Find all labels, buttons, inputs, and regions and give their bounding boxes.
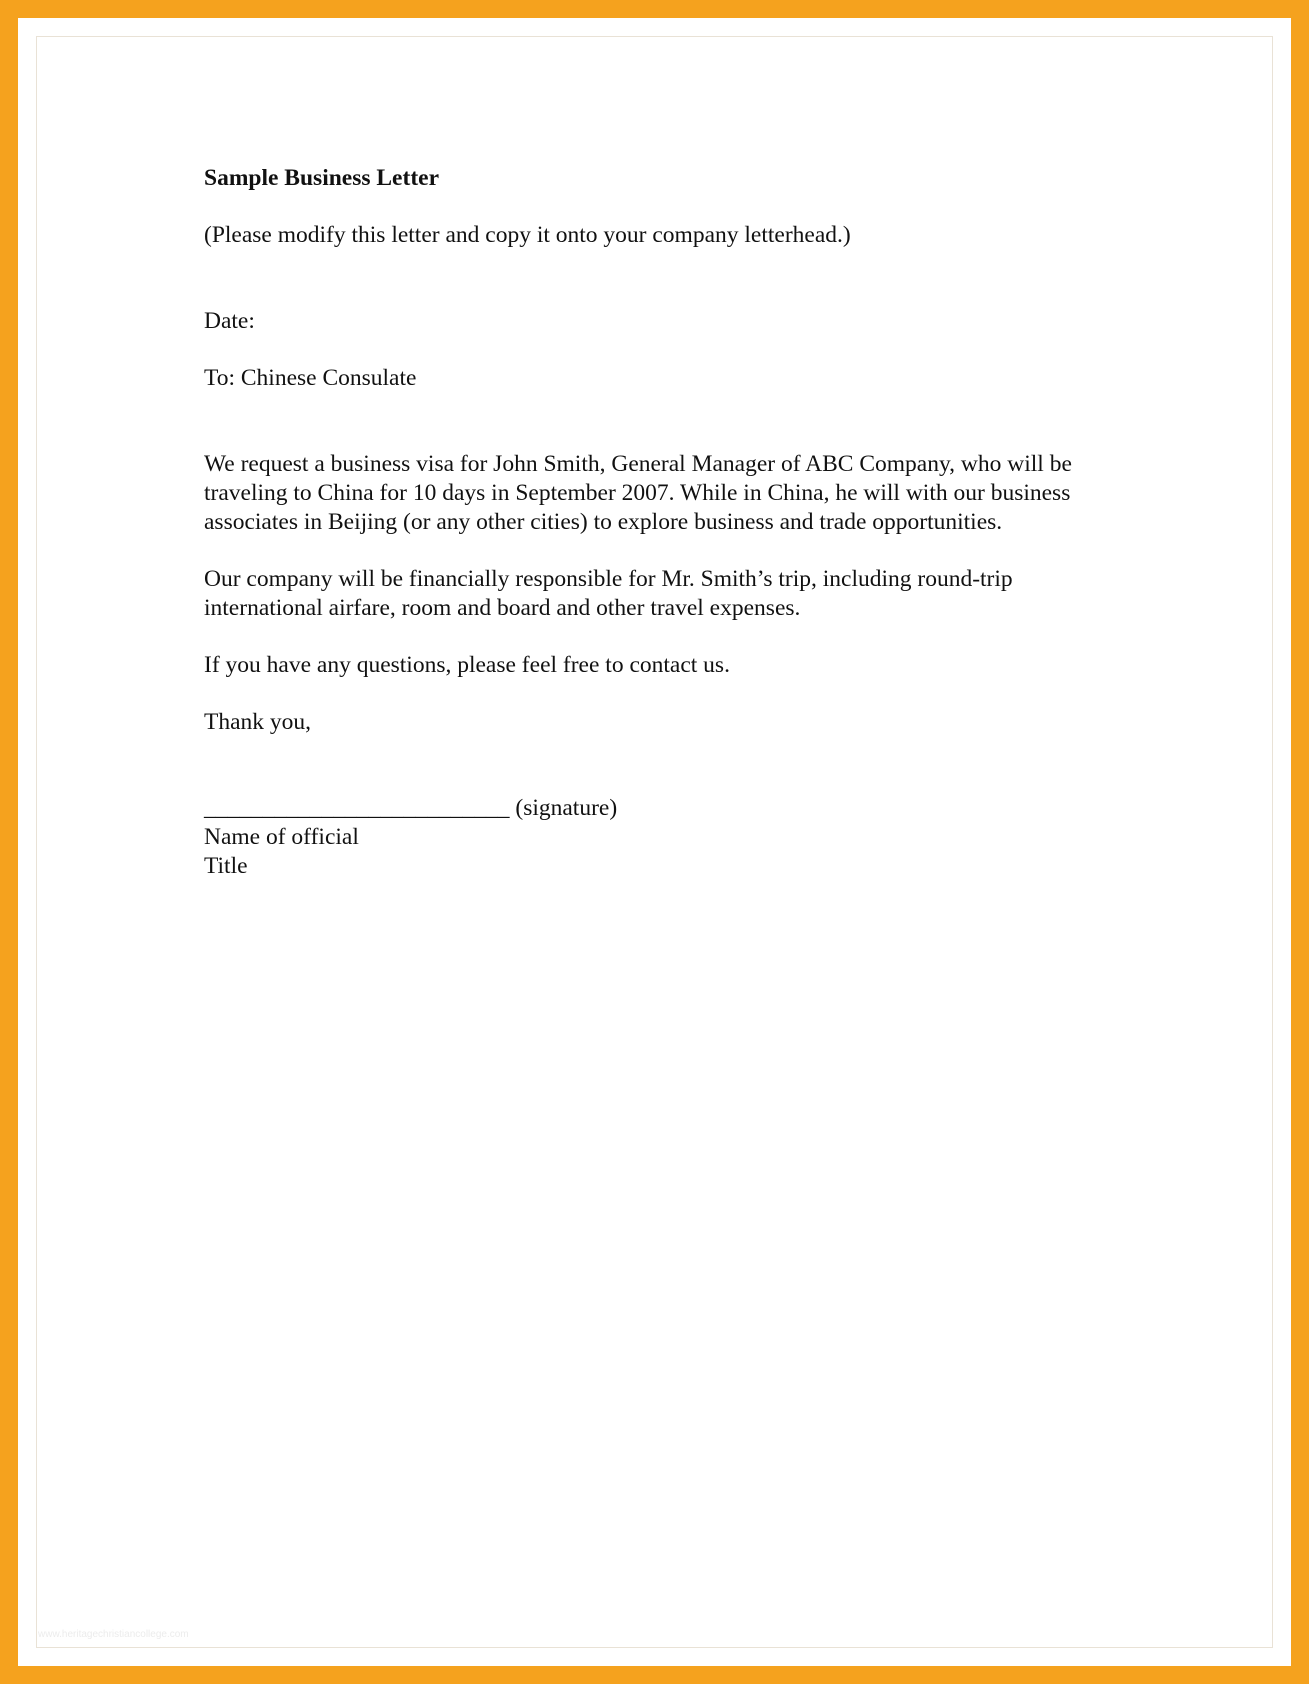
paragraph-contact: If you have any questions, please feel free to contact us. bbox=[204, 652, 730, 678]
letter-title: Sample Business Letter bbox=[204, 165, 439, 191]
signature-block bbox=[204, 794, 1124, 881]
closing-line: Thank you, bbox=[204, 709, 312, 735]
watermark-text: www.heritagechristiancollege.com bbox=[38, 1629, 189, 1640]
date-label: Date: bbox=[204, 308, 255, 334]
paragraph-request: We request a business visa for John Smith, General Manager of ABC Company, who will be traveling to China for 10 days in September 2007. While in China, he will with our business associates in Beijing (or any other cities) to explore business and trade opportunities. bbox=[204, 451, 1072, 535]
paragraph-financial: Our company will be financially responsible for Mr. Smith’s trip, including round-trip international airfare, room and board and other travel expenses. bbox=[204, 566, 1013, 621]
letter-body bbox=[204, 164, 1124, 881]
official-title-line: Title bbox=[204, 853, 248, 879]
official-name-line: Name of official bbox=[204, 824, 359, 850]
recipient-line: To: Chinese Consulate bbox=[204, 365, 417, 391]
letter-instruction: (Please modify this letter and copy it onto your company letterhead.) bbox=[204, 222, 851, 248]
signature-line: __________________________ (signature) bbox=[204, 795, 618, 821]
